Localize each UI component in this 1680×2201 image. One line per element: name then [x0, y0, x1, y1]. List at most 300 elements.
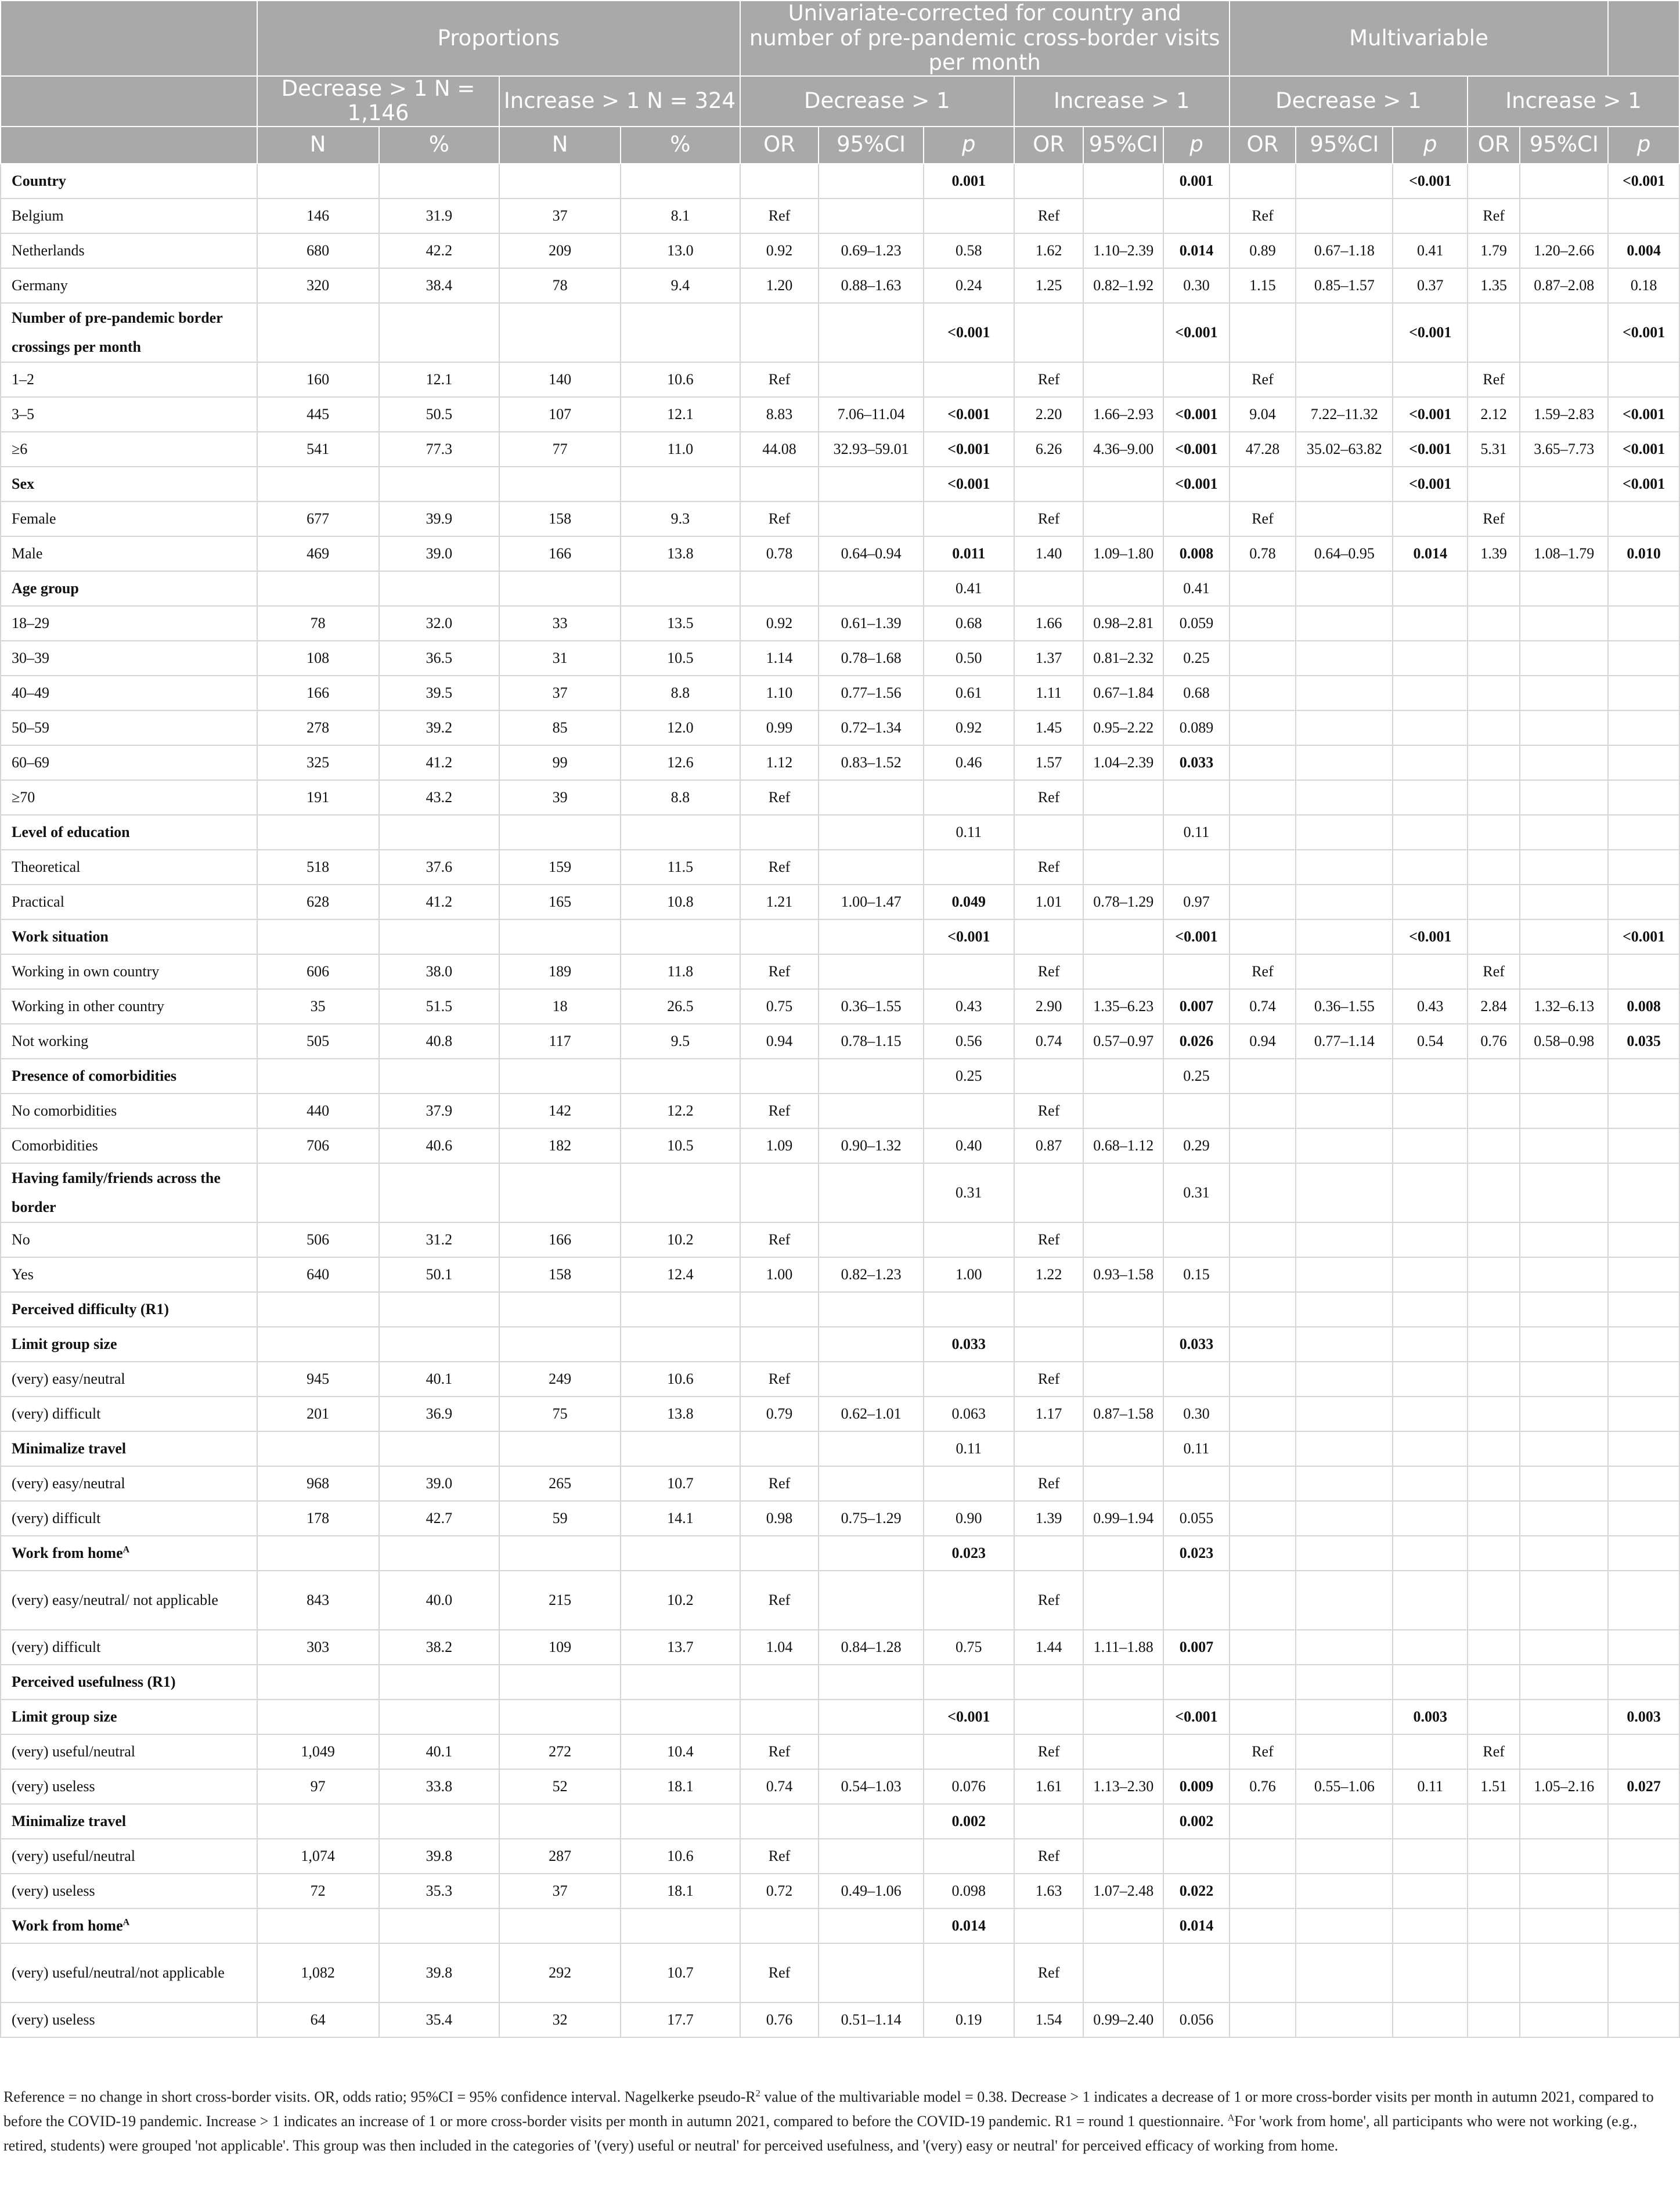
table-cell: 37.9 — [379, 1094, 500, 1128]
table-cell — [1230, 1163, 1296, 1222]
table-cell — [379, 1327, 500, 1362]
table-cell: 13.5 — [621, 606, 740, 641]
header-proportions: Proportions — [257, 1, 740, 76]
table-cell: 1.05–2.16 — [1520, 1769, 1608, 1804]
table-cell — [1296, 1536, 1393, 1571]
row-label-text: ≥6 — [12, 440, 28, 457]
table-cell: 0.36–1.55 — [1296, 989, 1393, 1024]
table-cell: 1.01 — [1014, 885, 1084, 919]
table-cell — [1014, 571, 1084, 606]
table-cell: 1.14 — [740, 641, 819, 676]
table-cell: 1.00–1.47 — [819, 885, 923, 919]
table-cell: 506 — [257, 1222, 379, 1257]
table-cell — [1608, 1059, 1679, 1094]
table-cell: 0.54 — [1393, 1024, 1468, 1059]
table-cell — [1393, 1630, 1468, 1665]
row-label — [1, 710, 257, 745]
table-cell — [1230, 303, 1296, 362]
table-cell: 0.15 — [1163, 1257, 1230, 1292]
table-cell — [1393, 1128, 1468, 1163]
table-cell: 0.83–1.52 — [819, 745, 923, 780]
table-cell: Ref — [740, 1839, 819, 1874]
table-cell — [819, 1700, 923, 1734]
table-cell: <0.001 — [1163, 303, 1230, 362]
table-cell: 1.66–2.93 — [1083, 397, 1163, 432]
header-pct: % — [621, 127, 740, 164]
table-row — [1, 885, 1679, 919]
table-cell: 39.0 — [379, 536, 500, 571]
table-cell: 606 — [257, 954, 379, 989]
table-cell: 320 — [257, 268, 379, 303]
table-cell — [379, 1059, 500, 1094]
table-cell — [1468, 1327, 1520, 1362]
table-cell — [1083, 1059, 1163, 1094]
table-cell — [1393, 1362, 1468, 1397]
table-cell: 0.25 — [1163, 1059, 1230, 1094]
table-cell: Ref — [1468, 954, 1520, 989]
row-label-text: Working in other country — [12, 997, 164, 1015]
table-cell: 445 — [257, 397, 379, 432]
table-cell — [257, 1292, 379, 1327]
table-cell: 0.055 — [1163, 1501, 1230, 1536]
row-label-text: Country — [12, 172, 66, 189]
table-cell — [1520, 1908, 1608, 1943]
table-cell — [257, 1804, 379, 1839]
table-cell — [1608, 710, 1679, 745]
table-cell — [257, 571, 379, 606]
table-cell: Ref — [1014, 1362, 1084, 1397]
table-cell — [1520, 1397, 1608, 1431]
row-label-sup: A — [122, 1917, 130, 1928]
table-cell — [1608, 1501, 1679, 1536]
table-cell — [1608, 780, 1679, 815]
table-cell: 18.1 — [621, 1769, 740, 1804]
table-cell — [1296, 1501, 1393, 1536]
table-cell: 0.88–1.63 — [819, 268, 923, 303]
table-cell: 10.5 — [621, 641, 740, 676]
table-cell: 0.75 — [924, 1630, 1014, 1665]
row-label-text: 18–29 — [12, 614, 49, 632]
header-ci: 95%CI — [819, 127, 923, 164]
table-cell: 10.4 — [621, 1734, 740, 1769]
table-row — [1, 1397, 1679, 1431]
table-cell: 189 — [499, 954, 621, 989]
table-cell: Ref — [1014, 501, 1084, 536]
table-cell: 10.6 — [621, 362, 740, 397]
table-cell — [499, 919, 621, 954]
table-cell: 0.99–2.40 — [1083, 2002, 1163, 2037]
table-row — [1, 1128, 1679, 1163]
table-cell: 1.39 — [1014, 1501, 1084, 1536]
table-cell: 43.2 — [379, 780, 500, 815]
table-cell: 14.1 — [621, 1501, 740, 1536]
table-cell: 0.87–2.08 — [1520, 268, 1608, 303]
row-label — [1, 885, 257, 919]
table-cell: 0.55–1.06 — [1296, 1769, 1393, 1804]
table-cell — [1296, 1734, 1393, 1769]
table-cell: 0.004 — [1608, 233, 1679, 268]
row-label — [1, 467, 257, 501]
table-row — [1, 1094, 1679, 1128]
table-cell: 10.5 — [621, 1128, 740, 1163]
table-cell: 0.43 — [1393, 989, 1468, 1024]
table-cell: 0.007 — [1163, 1630, 1230, 1665]
table-cell — [1520, 501, 1608, 536]
table-cell — [740, 815, 819, 850]
table-cell: 0.002 — [924, 1804, 1014, 1839]
table-cell: 6.26 — [1014, 432, 1084, 467]
row-label — [1, 1362, 257, 1397]
row-label — [1, 1094, 257, 1128]
table-cell — [1520, 1222, 1608, 1257]
table-cell — [1083, 1431, 1163, 1466]
table-cell — [1520, 745, 1608, 780]
table-cell — [1296, 1630, 1393, 1665]
table-cell: 0.75–1.29 — [819, 1501, 923, 1536]
table-cell: 0.033 — [1163, 745, 1230, 780]
table-cell: 0.82–1.23 — [819, 1257, 923, 1292]
table-cell — [819, 467, 923, 501]
table-cell: 0.68–1.12 — [1083, 1128, 1163, 1163]
table-cell: 160 — [257, 362, 379, 397]
table-cell — [1014, 1059, 1084, 1094]
table-cell — [1230, 676, 1296, 710]
table-cell — [499, 571, 621, 606]
table-cell: 0.11 — [1393, 1769, 1468, 1804]
table-cell — [1296, 1094, 1393, 1128]
table-cell: 1,049 — [257, 1734, 379, 1769]
table-cell: 0.035 — [1608, 1024, 1679, 1059]
table-cell — [621, 1292, 740, 1327]
table-cell — [1520, 1630, 1608, 1665]
table-cell — [499, 1327, 621, 1362]
table-cell — [1230, 919, 1296, 954]
row-label — [1, 1397, 257, 1431]
table-cell — [1393, 1536, 1468, 1571]
table-cell — [1083, 1571, 1163, 1630]
group-header-row — [1, 1292, 1679, 1327]
row-label — [1, 362, 257, 397]
table-cell — [740, 164, 819, 199]
table-cell: 0.25 — [924, 1059, 1014, 1094]
table-cell — [1468, 1397, 1520, 1431]
table-cell: Ref — [1230, 954, 1296, 989]
table-cell — [257, 1665, 379, 1700]
table-cell — [1393, 1839, 1468, 1874]
footnote-text-2: value of the multivariable model = 0.38. Decrease > 1 indicates a decrease of 1 or more cross-border visits per month in autumn 2021, compared to before the COVID-19 pandemic. Increase > 1 indicates an increase of 1 or more cross-border visits per month in autumn 2021, compared to before the COVID-19 pandemic. R1 = round 1 questionnaire. — [3, 2088, 1654, 2130]
table-row — [1, 268, 1679, 303]
table-cell: Ref — [740, 1466, 819, 1501]
table-cell — [1014, 815, 1084, 850]
table-cell — [1230, 1094, 1296, 1128]
table-cell: 0.94 — [740, 1024, 819, 1059]
table-cell: 7.06–11.04 — [819, 397, 923, 432]
table-cell: 40.1 — [379, 1362, 500, 1397]
table-cell — [1468, 1908, 1520, 1943]
row-label-text: Male — [12, 544, 43, 562]
table-cell: 85 — [499, 710, 621, 745]
row-label — [1, 1128, 257, 1163]
table-cell: <0.001 — [924, 919, 1014, 954]
table-cell: 1,074 — [257, 1839, 379, 1874]
table-row — [1, 606, 1679, 641]
table-cell — [1163, 501, 1230, 536]
table-cell — [1608, 1571, 1679, 1630]
table-cell — [1468, 1804, 1520, 1839]
table-cell — [1608, 1431, 1679, 1466]
table-cell: 0.023 — [924, 1536, 1014, 1571]
table-cell — [379, 1700, 500, 1734]
table-cell: 1.44 — [1014, 1630, 1084, 1665]
table-cell: 32 — [499, 2002, 621, 2037]
table-cell — [924, 1665, 1014, 1700]
table-cell — [1296, 501, 1393, 536]
table-cell: 99 — [499, 745, 621, 780]
table-row — [1, 2002, 1679, 2037]
table-cell — [379, 1431, 500, 1466]
table-cell — [1014, 1804, 1084, 1839]
table-cell: <0.001 — [1163, 467, 1230, 501]
table-cell: 0.72 — [740, 1874, 819, 1908]
table-cell: 0.19 — [924, 2002, 1014, 2037]
table-cell: 0.43 — [924, 989, 1014, 1024]
table-cell: <0.001 — [1163, 1700, 1230, 1734]
table-cell: 1.00 — [740, 1257, 819, 1292]
table-cell — [924, 1839, 1014, 1874]
table-cell — [924, 362, 1014, 397]
table-cell: 0.92 — [924, 710, 1014, 745]
table-cell — [1393, 1257, 1468, 1292]
table-cell: 0.67–1.84 — [1083, 676, 1163, 710]
table-cell — [1014, 1665, 1084, 1700]
table-cell — [1468, 780, 1520, 815]
table-cell — [1393, 1501, 1468, 1536]
row-label-text: Level of education — [12, 823, 130, 840]
table-cell — [1083, 850, 1163, 885]
table-row — [1, 1839, 1679, 1874]
table-cell — [1608, 745, 1679, 780]
table-cell: 1.17 — [1014, 1397, 1084, 1431]
table-cell — [1230, 606, 1296, 641]
table-cell: 13.0 — [621, 233, 740, 268]
table-cell — [1520, 710, 1608, 745]
row-label-text: Germany — [12, 276, 68, 294]
table-cell — [499, 1700, 621, 1734]
row-label-text: No comorbidities — [12, 1102, 117, 1119]
table-cell — [1468, 1700, 1520, 1734]
table-cell — [1393, 571, 1468, 606]
table-cell: 11.8 — [621, 954, 740, 989]
table-cell — [1520, 1700, 1608, 1734]
table-cell — [1296, 199, 1393, 233]
table-cell: 12.4 — [621, 1257, 740, 1292]
table-cell: 146 — [257, 199, 379, 233]
row-label-text: Sex — [12, 475, 34, 492]
table-row — [1, 1571, 1679, 1630]
table-cell: 1.09–1.80 — [1083, 536, 1163, 571]
table-cell — [1608, 1536, 1679, 1571]
row-label-text: Yes — [12, 1265, 34, 1283]
table-cell — [1393, 1571, 1468, 1630]
table-cell: 35 — [257, 989, 379, 1024]
table-cell — [1468, 1536, 1520, 1571]
table-cell: 249 — [499, 1362, 621, 1397]
table-cell: 10.2 — [621, 1571, 740, 1630]
table-cell: 0.78–1.68 — [819, 641, 923, 676]
row-label — [1, 571, 257, 606]
table-cell: 77 — [499, 432, 621, 467]
table-cell — [819, 1163, 923, 1222]
table-cell: 0.57–0.97 — [1083, 1024, 1163, 1059]
table-cell: <0.001 — [1608, 164, 1679, 199]
table-cell: 13.8 — [621, 536, 740, 571]
table-cell: 0.87 — [1014, 1128, 1084, 1163]
table-cell — [1608, 199, 1679, 233]
table-cell: Ref — [1014, 850, 1084, 885]
table-cell — [1163, 362, 1230, 397]
table-cell: 0.18 — [1608, 268, 1679, 303]
table-cell — [819, 571, 923, 606]
table-cell — [1296, 1431, 1393, 1466]
table-cell: 0.033 — [1163, 1327, 1230, 1362]
header-ci: 95%CI — [1520, 127, 1608, 164]
table-cell: 0.089 — [1163, 710, 1230, 745]
table-cell — [1296, 1874, 1393, 1908]
table-cell: 0.72–1.34 — [819, 710, 923, 745]
table-cell: <0.001 — [924, 432, 1014, 467]
table-cell: 10.7 — [621, 1943, 740, 2002]
table-cell — [819, 954, 923, 989]
table-cell: 1.37 — [1014, 641, 1084, 676]
table-cell: 10.8 — [621, 885, 740, 919]
table-cell: 37.6 — [379, 850, 500, 885]
table-cell: 4.36–9.00 — [1083, 432, 1163, 467]
table-cell: 469 — [257, 536, 379, 571]
table-cell: 325 — [257, 745, 379, 780]
table-cell — [499, 303, 621, 362]
table-cell: 11.5 — [621, 850, 740, 885]
table-cell — [1520, 467, 1608, 501]
table-row — [1, 501, 1679, 536]
table-cell — [1296, 303, 1393, 362]
table-cell: 0.90 — [924, 1501, 1014, 1536]
table-cell: 159 — [499, 850, 621, 885]
table-cell — [924, 199, 1014, 233]
table-cell: 31.2 — [379, 1222, 500, 1257]
table-cell — [1393, 641, 1468, 676]
table-cell — [1520, 1327, 1608, 1362]
table-cell — [1393, 1222, 1468, 1257]
table-cell — [1520, 641, 1608, 676]
table-cell: 1.35 — [1468, 268, 1520, 303]
table-cell — [1230, 1059, 1296, 1094]
table-cell: 32.93–59.01 — [819, 432, 923, 467]
table-cell: 0.001 — [1163, 164, 1230, 199]
table-cell — [1468, 1571, 1520, 1630]
table-cell — [740, 1700, 819, 1734]
table-cell — [924, 954, 1014, 989]
table-footnote — [3, 2085, 1664, 2158]
row-label — [1, 1943, 257, 2002]
table-cell: Ref — [740, 1362, 819, 1397]
table-cell: 0.11 — [924, 815, 1014, 850]
table-cell: 677 — [257, 501, 379, 536]
header-or: OR — [1230, 127, 1296, 164]
header-p: p — [1608, 127, 1679, 164]
table-cell — [1520, 164, 1608, 199]
table-cell: 40.0 — [379, 1571, 500, 1630]
table-cell: 1.12 — [740, 745, 819, 780]
table-cell: 0.003 — [1393, 1700, 1468, 1734]
table-cell — [924, 1734, 1014, 1769]
table-cell — [257, 1431, 379, 1466]
table-cell: 0.95–2.22 — [1083, 710, 1163, 745]
table-cell: 0.76 — [740, 2002, 819, 2037]
row-label-text: (very) useless — [12, 1777, 95, 1795]
table-cell: 8.8 — [621, 780, 740, 815]
table-cell — [499, 1059, 621, 1094]
table-cell — [1014, 1292, 1084, 1327]
table-cell: 8.83 — [740, 397, 819, 432]
row-label — [1, 1700, 257, 1734]
table-cell — [1468, 1665, 1520, 1700]
table-cell — [1296, 780, 1393, 815]
table-cell: 8.8 — [621, 676, 740, 710]
table-cell — [1083, 815, 1163, 850]
table-cell: 97 — [257, 1769, 379, 1804]
row-label — [1, 536, 257, 571]
table-cell — [1296, 1257, 1393, 1292]
table-cell: 39.2 — [379, 710, 500, 745]
table-cell: 292 — [499, 1943, 621, 2002]
table-cell: Ref — [740, 780, 819, 815]
table-cell: 0.92 — [740, 606, 819, 641]
table-cell — [1230, 1397, 1296, 1431]
table-cell — [1520, 919, 1608, 954]
table-cell — [1608, 885, 1679, 919]
table-cell: 278 — [257, 710, 379, 745]
table-cell: Ref — [1230, 501, 1296, 536]
table-cell — [1296, 1839, 1393, 1874]
table-cell — [740, 1536, 819, 1571]
table-cell — [740, 1908, 819, 1943]
table-cell: 33.8 — [379, 1769, 500, 1804]
table-cell — [1520, 2002, 1608, 2037]
table-cell — [1296, 467, 1393, 501]
table-cell — [1608, 954, 1679, 989]
table-cell — [621, 467, 740, 501]
row-label — [1, 1431, 257, 1466]
table-cell: 8.1 — [621, 199, 740, 233]
table-cell — [1230, 1665, 1296, 1700]
table-cell — [1393, 1943, 1468, 2002]
table-cell — [1296, 1943, 1393, 2002]
table-cell — [1393, 745, 1468, 780]
table-cell — [1296, 362, 1393, 397]
table-cell — [1520, 1501, 1608, 1536]
table-cell: <0.001 — [1393, 467, 1468, 501]
row-label — [1, 1839, 257, 1874]
table-row — [1, 1769, 1679, 1804]
table-cell: 0.007 — [1163, 989, 1230, 1024]
table-cell: 1.22 — [1014, 1257, 1084, 1292]
table-cell — [1230, 815, 1296, 850]
table-cell: 165 — [499, 885, 621, 919]
table-cell: 0.82–1.92 — [1083, 268, 1163, 303]
table-cell — [819, 1908, 923, 1943]
row-label-text: Number of pre-pandemic border crossings per month — [12, 309, 223, 355]
row-label-text: Female — [12, 510, 56, 527]
